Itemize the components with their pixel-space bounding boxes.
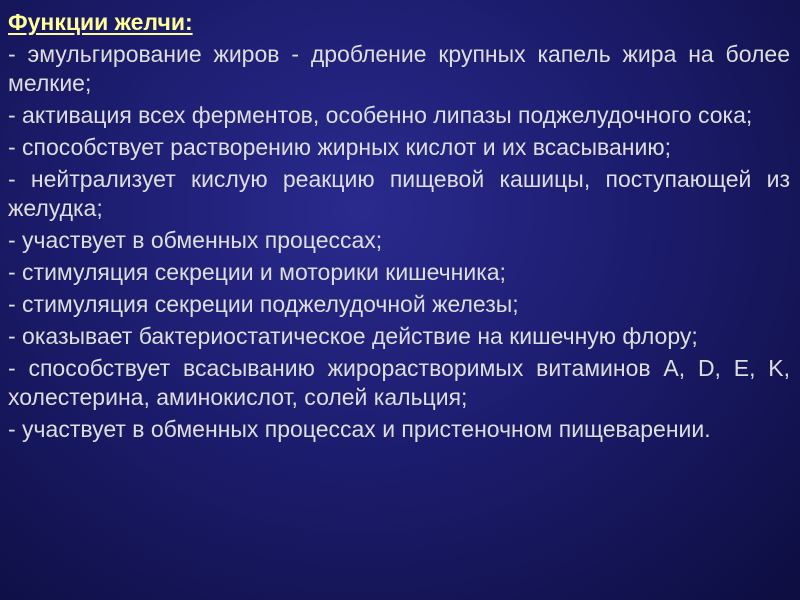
list-item: - эмульгирование жиров - дробление крупных капель жира на более мелкие;	[8, 41, 790, 96]
list-item: - участвует в обменных процессах;	[8, 227, 383, 253]
list-item: - способствует растворению жирных кислот и их всасыванию;	[8, 134, 671, 160]
list-item: - участвует в обменных процессах и пристеночном пищеварении.	[8, 416, 711, 442]
list-item: - оказывает бактериостатическое действие на кишечную флору;	[8, 323, 698, 349]
list-item: - нейтрализует кислую реакцию пищевой кашицы, поступающей из желудка;	[8, 166, 790, 221]
list-item: - способствует всасыванию жирорастворимых витаминов А, D, E, K, холестерина, аминокислот, солей кальция;	[8, 355, 790, 410]
list-item: - активация всех ферментов, особенно липазы поджелудочного сока;	[8, 102, 753, 128]
list-item: - стимуляция секреции и моторики кишечника;	[8, 259, 506, 285]
slide-title: Функции желчи:	[8, 9, 193, 35]
list-item: - стимуляция секреции поджелудочной железы;	[8, 291, 519, 317]
